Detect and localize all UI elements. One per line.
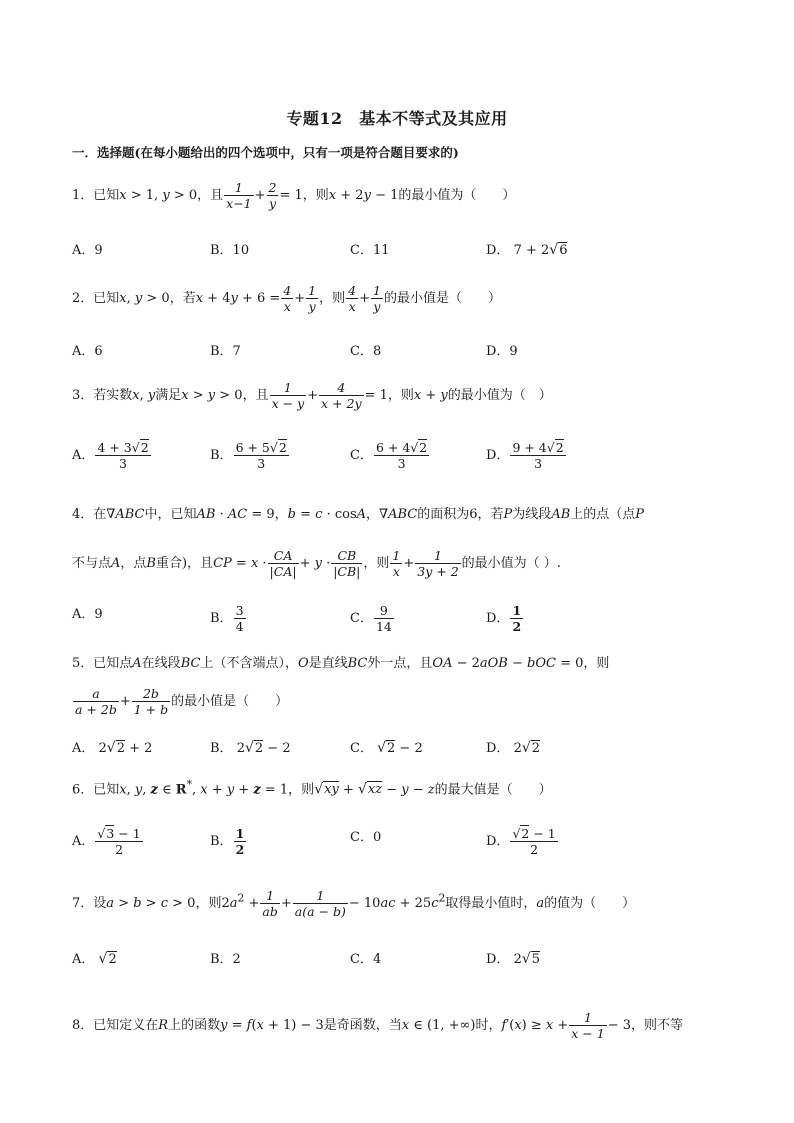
question-1: 1．已知x > 1, y > 0，且 $\frac{1}{x-1}$ + $\frac{2}{y}$ = 1，则x + 2y − 1的最小值为（ ） [72,180,516,211]
option-a[interactable]: A． √2 [72,951,117,967]
option-c[interactable]: C．4 [350,952,382,967]
option-d[interactable]: D． 2√2 [486,740,541,756]
option-c[interactable]: C．0 [350,830,382,845]
option-b[interactable]: B． $\frac{3}{4}$ [210,603,244,634]
option-d[interactable]: D． 2√5 [486,951,541,967]
question-4: 4．在∇ABC中，已知AB · AC = 9，b = c · cosA，∇ABC的面积为6，若P为线段AB上的点（点P [72,507,645,522]
question-7: 7．设a > b > c > 0，则$2a^2$ + $\frac{1}{ab}$ + $\frac{1}{a(a - b)}$ − $10ac + 25c^2$取得最小值时，a的值为（ ） [72,888,636,919]
option-a[interactable]: A． $\frac{4 + 3√2}{3}$ [72,440,149,471]
option-b[interactable]: B． 2√2 − 2 [210,740,291,756]
section-heading: 一．选择题(在每小题给出的四个选项中，只有一项是符合题目要求的) [72,145,459,160]
question-8: 8．已知定义在R上的函数y = f(x + 1) − 3是奇函数，当x ∈ (1, +∞)时，f′(x) ≥ x + $\frac{1}{x - 1}$ − 3，则不等 [72,1010,684,1041]
option-a[interactable]: A．6 [72,344,103,359]
option-c[interactable]: C．8 [350,344,382,359]
option-b[interactable]: B．2 [210,952,241,967]
question-4-line-2: 不与点A，点B重合)，且CP = x · $\frac{CA}{|CA|}$ + y · $\frac{CB}{|CB|}$ ，则 $\frac{1}{x}$ + $\frac{1}{3y + 2}$ 的最小值为（ ）. [72,548,561,579]
option-b[interactable]: B． $\frac{6 + 5√2}{3}$ [210,440,287,471]
option-b[interactable]: B．10 [210,243,250,258]
option-a[interactable]: A． $\frac{√3 - 1}{2}$ [72,826,141,857]
option-a[interactable]: A．9 [72,243,103,258]
question-6: 6．已知x, y, z ∈ R*, x + y + z = 1，则√xy + √xz − y − z的最大值是（ ） [72,778,552,798]
question-5: 5．已知点A在线段BC上（不含端点），O是直线BC外一点，且OA − 2aOB − bOC = 0，则 [72,656,610,671]
question-3: 3．若实数x, y满足x > y > 0，且 $\frac{1}{x - y}$ + $\frac{4}{x + 2y}$ = 1，则x + y的最小值为（ ） [72,380,552,411]
option-b[interactable]: B．7 [210,344,241,359]
option-a[interactable]: A． 2√2 + 2 [72,740,153,756]
option-a[interactable]: A．9 [72,607,103,622]
question-2: 2．已知x, y > 0，若x + 4y + 6 = $\frac{4}{x}$ + $\frac{1}{y}$ ，则 $\frac{4}{x}$ + $\frac{1}{y}$ 的最小值是（ ） [72,283,501,314]
question-5-line-2: $\frac{a}{a + 2b}$ + $\frac{2b}{1 + b}$ 的最小值是（ ） [75,686,289,717]
option-d[interactable]: D． $\frac{9 + 4√2}{3}$ [486,440,564,471]
option-d[interactable]: D．9 [486,344,518,359]
option-c[interactable]: C． √2 − 2 [350,740,423,756]
option-c[interactable]: C．11 [350,243,390,258]
option-c[interactable]: C． $\frac{6 + 4√2}{3}$ [350,440,428,471]
option-b[interactable]: B． $\frac{1}{2}$ [210,826,245,857]
option-d[interactable]: D． $\frac{√2 - 1}{2}$ [486,826,556,857]
page-title: 专题12 基本不等式及其应用 [286,109,508,128]
option-c[interactable]: C． $\frac{9}{14}$ [350,603,392,634]
option-d[interactable]: D． $\frac{1}{2}$ [486,603,522,634]
option-d[interactable]: D． 7 + 2√6 [486,242,568,258]
